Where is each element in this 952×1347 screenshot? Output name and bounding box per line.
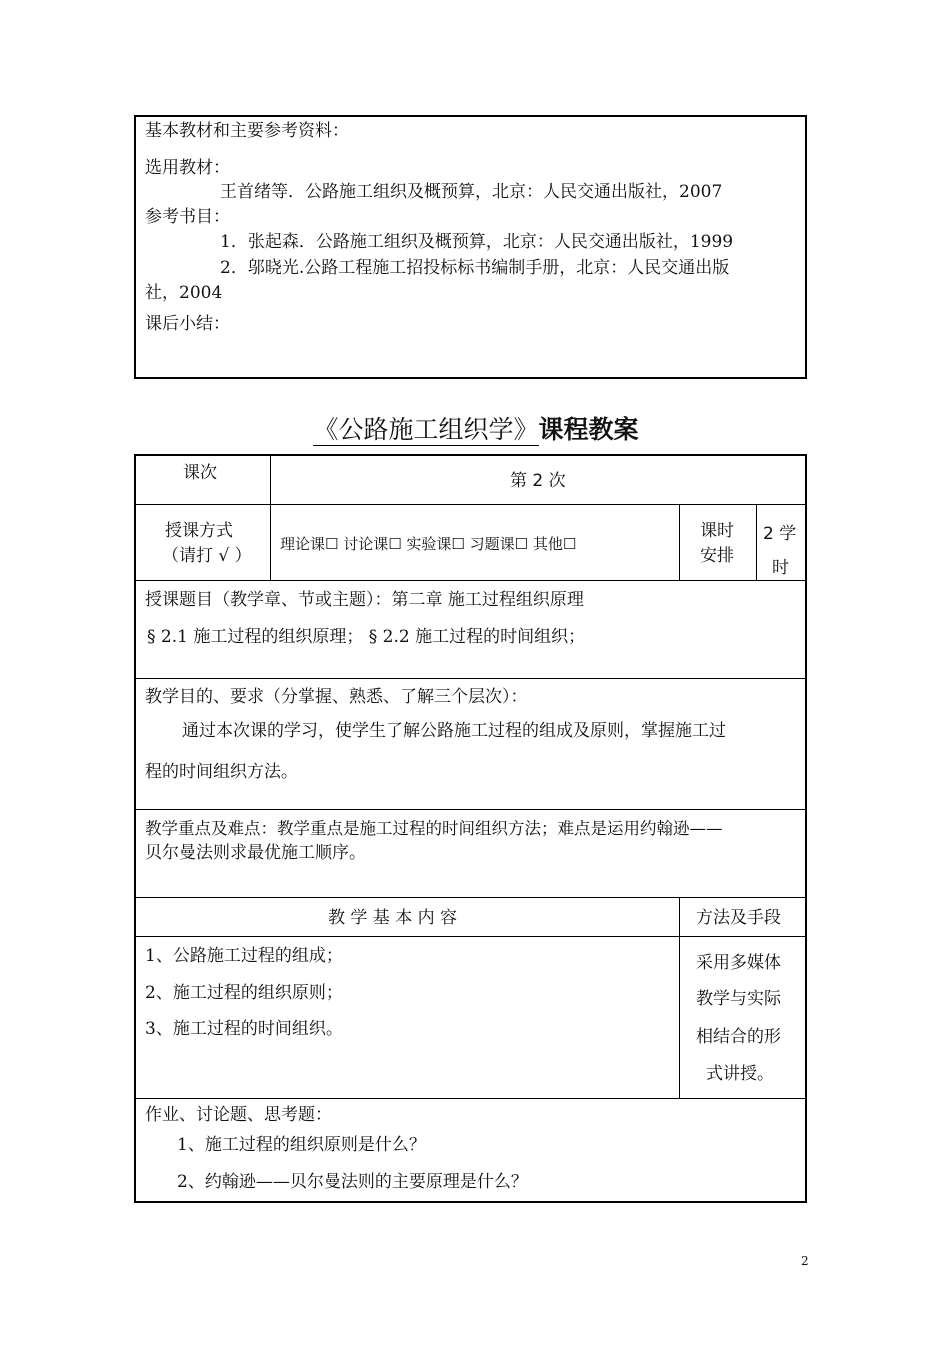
method-header: 方法及手段 bbox=[696, 908, 781, 928]
col-divider bbox=[270, 455, 271, 580]
content-header: 教 学 基 本 内 容 bbox=[328, 908, 458, 928]
session-label: 课次 bbox=[183, 463, 217, 483]
goals-label: 教学目的、要求（分掌握、熟悉、了解三个层次）： bbox=[145, 687, 528, 707]
key-points-line2: 贝尔曼法则求最优施工顺序。 bbox=[145, 843, 366, 863]
references-label: 参考书目： bbox=[145, 207, 230, 227]
hours-label: 课时 bbox=[700, 521, 734, 541]
homework-item: 1、施工过程的组织原则是什么？ bbox=[177, 1135, 426, 1155]
row-divider bbox=[135, 809, 806, 810]
teaching-mode-options: 理论课☐ 讨论课☐ 实验课☐ 习题课☐ 其他☐ bbox=[280, 535, 577, 553]
title-suffix: 课程教案 bbox=[538, 415, 639, 444]
page-title bbox=[0, 410, 952, 446]
row-divider bbox=[135, 1098, 806, 1099]
hours-unit: 时 bbox=[772, 558, 789, 578]
method-text: 式讲授。 bbox=[706, 1064, 774, 1084]
textbook-entry: 王首绪等．公路施工组织及概预算，北京：人民交通出版社，2007 bbox=[220, 182, 723, 202]
method-text: 教学与实际 bbox=[696, 989, 781, 1009]
key-points-line1: 教学重点及难点：教学重点是施工过程的时间组织方法；难点是运用约翰逊—— bbox=[145, 819, 723, 838]
goals-text-line2: 程的时间组织方法。 bbox=[145, 762, 298, 782]
col-divider bbox=[679, 505, 680, 580]
row-divider bbox=[135, 936, 806, 937]
row-divider bbox=[135, 678, 806, 679]
col-divider bbox=[679, 898, 680, 1098]
reference-1: 1．张起森．公路施工组织及概预算，北京：人民交通出版社，1999 bbox=[220, 232, 734, 252]
textbook-label: 选用教材： bbox=[145, 158, 230, 178]
page-number: 2 bbox=[801, 1254, 809, 1268]
homework-label: 作业、讨论题、思考题： bbox=[145, 1105, 332, 1125]
reference-2-line2: 社，2004 bbox=[145, 283, 223, 303]
summary-label: 课后小结： bbox=[145, 314, 230, 334]
method-text: 相结合的形 bbox=[696, 1027, 781, 1047]
row-divider bbox=[135, 504, 806, 505]
topic-title: 授课题目（教学章、节或主题）：第二章 施工过程组织原理 bbox=[145, 590, 584, 610]
content-item: 1、公路施工过程的组成； bbox=[145, 946, 343, 966]
hours-value: 2 学 bbox=[763, 524, 797, 544]
row-divider bbox=[135, 580, 806, 581]
goals-text-line1: 通过本次课的学习，使学生了解公路施工过程的组成及原则，掌握施工过 bbox=[182, 721, 726, 741]
col-divider bbox=[756, 505, 757, 580]
teaching-mode-label: 授课方式 bbox=[165, 521, 233, 541]
row-divider bbox=[135, 897, 806, 898]
references-heading: 基本教材和主要参考资料： bbox=[145, 121, 349, 141]
teaching-mode-hint: （请打 √ ） bbox=[162, 546, 252, 566]
method-text: 采用多媒体 bbox=[696, 953, 781, 973]
content-item: 3、施工过程的时间组织。 bbox=[145, 1019, 343, 1039]
course-name: 《公路施工组织学》 bbox=[313, 415, 539, 444]
session-value: 第 2 次 bbox=[510, 471, 566, 491]
reference-2-line1: 2．邬晓光.公路工程施工招投标标书编制手册，北京：人民交通出版 bbox=[220, 258, 730, 278]
content-item: 2、施工过程的组织原则； bbox=[145, 983, 343, 1003]
topic-sections: § 2.1 施工过程的组织原理； § 2.2 施工过程的时间组织； bbox=[147, 627, 586, 647]
homework-item: 2、约翰逊——贝尔曼法则的主要原理是什么？ bbox=[177, 1172, 528, 1192]
hours-label-2: 安排 bbox=[700, 546, 734, 566]
